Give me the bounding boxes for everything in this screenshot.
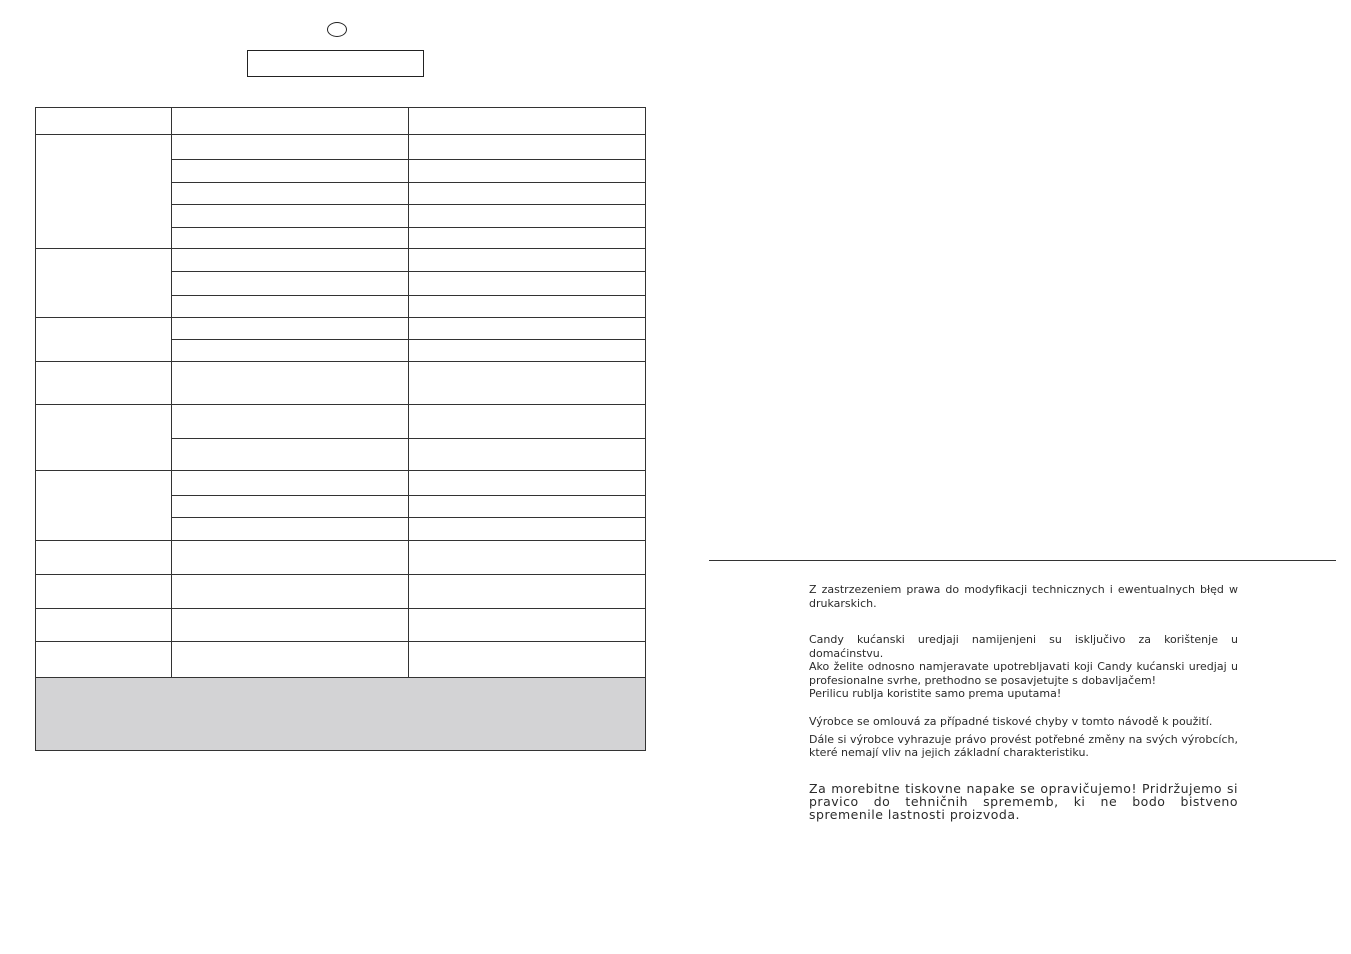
table-cell <box>409 340 646 362</box>
disclaimer-hr <box>809 633 1238 701</box>
table-row <box>36 642 646 678</box>
table-cell <box>409 518 646 541</box>
table-cell <box>172 642 409 678</box>
table-group-cell <box>36 249 172 318</box>
table-cell <box>172 135 409 160</box>
table-row <box>36 362 646 405</box>
table-note-row <box>36 678 646 751</box>
table-row <box>36 575 646 609</box>
table-group-cell <box>36 405 172 471</box>
table-row <box>36 541 646 575</box>
table-row <box>36 609 646 642</box>
table-cell <box>409 496 646 518</box>
table-cell <box>172 471 409 496</box>
table-cell <box>409 609 646 642</box>
language-badge <box>327 22 347 37</box>
table-cell <box>172 439 409 471</box>
table-cell <box>172 340 409 362</box>
table-cell <box>36 362 172 405</box>
table-cell <box>172 108 409 135</box>
table-cell <box>409 272 646 296</box>
table-cell <box>409 541 646 575</box>
disclaimer-pl: Z zastrzezeniem prawa do modyfikacji technicznych i ewentualnych błęd w drukarskich. <box>809 583 1238 610</box>
table-cell <box>409 249 646 272</box>
spec-table <box>35 107 646 751</box>
disclaimer-cz-line: Dále si výrobce vyhrazuje právo provést potřebné změny na svých výrobcích, které nemají vliv na jejich základní charakteristiku. <box>809 732 1238 759</box>
table-cell <box>172 228 409 249</box>
table-cell <box>409 471 646 496</box>
table-cell <box>172 183 409 205</box>
table-cell <box>172 160 409 183</box>
table-cell <box>36 575 172 609</box>
table-cell <box>409 108 646 135</box>
table-row <box>36 249 646 272</box>
table-header-row <box>36 108 646 135</box>
disclaimer-hr-line: Perilicu rublja koristite samo prema uputama! <box>809 687 1062 700</box>
table-cell <box>172 575 409 609</box>
table-cell <box>409 362 646 405</box>
table-row <box>36 318 646 340</box>
table-cell <box>172 272 409 296</box>
table-cell <box>36 541 172 575</box>
disclaimer-hr-line: Candy kućanski uredjaji namijenjeni su isključivo za korištenje u domaćinstvu. <box>809 633 1238 660</box>
table-row <box>36 135 646 160</box>
table-cell <box>172 318 409 340</box>
table-cell <box>172 609 409 642</box>
table-cell <box>409 296 646 318</box>
table-cell <box>409 642 646 678</box>
table-cell <box>409 439 646 471</box>
table-cell <box>172 205 409 228</box>
table-cell <box>409 405 646 439</box>
table-row <box>36 405 646 439</box>
table-cell <box>409 135 646 160</box>
table-cell <box>409 228 646 249</box>
table-cell <box>409 205 646 228</box>
divider-line <box>709 560 1336 561</box>
table-cell <box>36 609 172 642</box>
table-cell <box>409 318 646 340</box>
table-cell <box>409 575 646 609</box>
table-cell <box>172 541 409 575</box>
table-group-cell <box>36 135 172 249</box>
table-row <box>36 471 646 496</box>
table-cell <box>172 518 409 541</box>
table-cell <box>409 160 646 183</box>
table-group-cell <box>36 318 172 362</box>
table-cell <box>36 642 172 678</box>
disclaimer-cz <box>809 715 1238 760</box>
disclaimer-hr-line: Ako želite odnosno namjeravate upotrebljavati koji Candy kućanski uredjaj u profesionalne svrhe, prethodno se posavjetujte s dobavljačem! <box>809 660 1238 687</box>
table-cell <box>172 249 409 272</box>
disclaimer-si: Za morebitne tiskovne napake se opravičujemo! Pridržujemo si pravico do tehničnih sprememb, ki ne bodo bistveno spremenile lastnosti proizvoda. <box>809 781 1238 822</box>
table-note-cell <box>36 678 646 751</box>
table-cell <box>172 362 409 405</box>
table-cell <box>172 405 409 439</box>
table-cell <box>409 183 646 205</box>
table-cell <box>36 108 172 135</box>
table-title-box <box>247 50 424 77</box>
table-group-cell <box>36 471 172 541</box>
table-cell <box>172 496 409 518</box>
table-cell <box>172 296 409 318</box>
disclaimer-cz-line: Výrobce se omlouvá za případné tiskové chyby v tomto návodě k použití. <box>809 715 1213 728</box>
